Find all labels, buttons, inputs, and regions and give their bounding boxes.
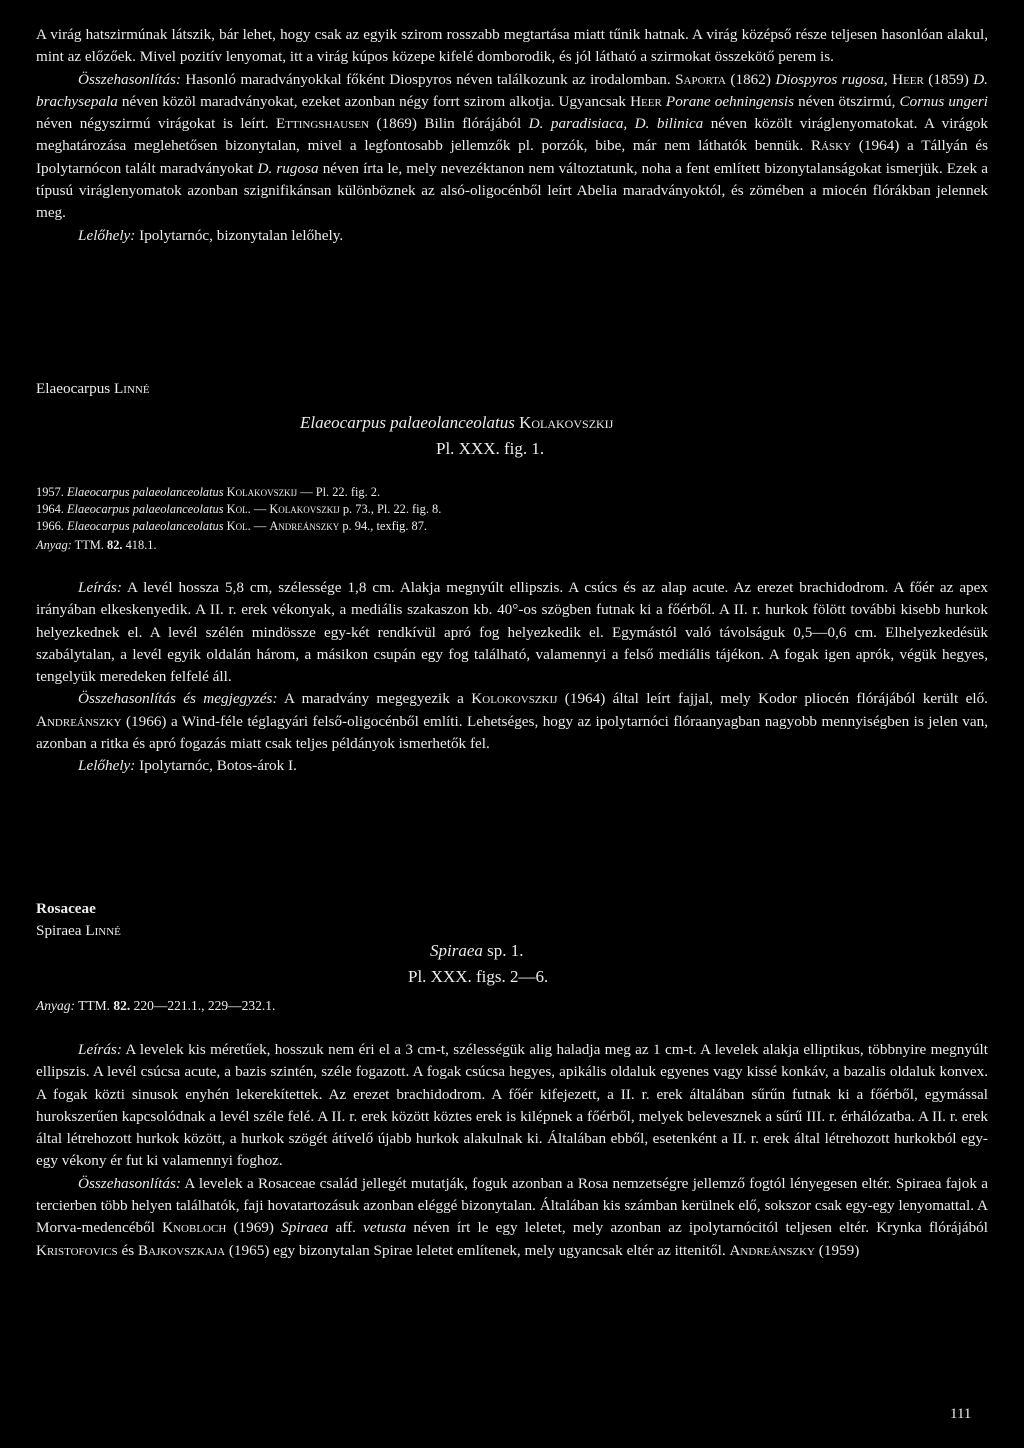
spiraea-description (36, 1039, 988, 1262)
paragraph: A virág hatszirmúnak látszik, bár lehet, hogy csak az egyik szirom rosszabb megtartása miatt tűnik hatnak. A virág középső része teljesen hasonlóan alakul, mint az előzőek. Mivel pozitív lenyomat, itt a virág kúpos közepe kifelé domborodik, és jól látható a szirmokat összekötő perem is. (36, 26, 988, 66)
synonymy-entry: 1957. Elaeocarpus palaeolanceolatus Kolakovszkij — Pl. 22. fig. 2. (36, 485, 381, 499)
plate-reference: Pl. XXX. figs. 2—6. (408, 967, 549, 986)
synonymy-entry: 1966. Elaeocarpus palaeolanceolatus Kol. — Andreánszky p. 94., texfig. 87. (36, 519, 428, 533)
synonymy-entry: 1964. Elaeocarpus palaeolanceolatus Kol. — Kolakovszkij p. 73., Pl. 22. fig. 8. (36, 502, 442, 516)
synonymy-list (36, 484, 988, 554)
species-heading-elaeocarpus: Elaeocarpus palaeolanceolatus Kolakovszkij Pl. XXX. fig. 1. (300, 410, 800, 462)
description-paragraph: Leírás: A levél hossza 5,8 cm, szélessége 1,8 cm. Alakja megnyúlt ellipszis. A csúcs és az alap acute. Az erezet brachidodrom. A főér az apex irányában elkeskenyedik. A II. r. erek vékonyak, a mediális szakaszon kb. 40°-os szögben futnak ki a főérből. A II. r. hurkok fölött további kisebb hurkok helyezkednek el. A levél szélén mindössze egy-két rendkívül apró fog helyezkedik el. Egymástól való távolságuk 0,5—0,6 cm. Elhelyezkedésük szabálytalan, a levél egyik oldalán három, a másikon csupán egy fog található, valamennyi a felső mediális tájékon. A fogak igen aprók, végük hegyes, tengelyük meredeken felfelé áll. (36, 579, 988, 686)
plate-reference: Pl. XXX. fig. 1. (436, 439, 545, 458)
comparison-paragraph: Összehasonlítás: Hasonló maradványokkal főként Diospyros néven találkozunk az irodalomban. Saporta (1862) Diospyros rugosa, Heer (1859) D. brachysepala néven közöl maradványokat, ezeket azonban négy forrt szirom alkotja. Ugyancsak Heer Porane oehningensis néven ötszirmú, Cornus ungeri néven négyszirmú virágokat is leírt. Ettingshausen (1869) Bilin flórájából D. paradisiaca, D. bilinica néven közölt viráglenyomatokat. A virágok meghatározása meglehetősen bizonytalan, mivel a legfontosabb jellemzők pl. porzók, bibe, már nem láthatók bennük. Rásky (1964) a Tállyán és Ipolytarnócon talált maradványokat D. rugosa néven írta le, mely nevezéktanon nem változtatunk, noha a fent említett bizonytalanságokat ismerjük. Ezek a típusú viráglenyomatok azonban szignifikánsan különböznek az alsó-oligocénből leírt Abelia maradványoktól, és zömében a miocén flórákban jelennek meg. (36, 70, 988, 222)
genus-heading-elaeocarpus: Elaeocarpus Linné (36, 380, 150, 397)
page-number: 111 (950, 1406, 972, 1422)
comparison-paragraph: Összehasonlítás: A levelek a Rosaceae család jellegét mutatják, foguk azonban a Rosa nemzetségre jellemző fogtól lényegesen eltér. Spiraea fajok a tercierben több helyen találhatók, faji hovatartozásuk azonban eléggé bizonytalan. Általában kis számban kerülnek elő, sokszor csak egy-egy lenyomattal. A Morva-medencéből Knobloch (1969) Spiraea aff. vetusta néven írt le egy leletet, mely azonban az ipolytarnócitól teljesen eltér. Krynka flórájából Kristofovics és Bajkovszkaja (1965) egy bizonytalan Spirae leletet említenek, mely ugyancsak eltér az ittenitől. Andreánszky (1959) (36, 1174, 988, 1259)
comparison-paragraph: Összehasonlítás és megjegyzés: A maradvány megegyezik a Kolokovszkij (1964) által leírt fajjal, mely Kodor pliocén flórájából került elő. Andreánszky (1966) a Wind-féle téglagyári felső-oligocénből említi. Lehetséges, hogy az ipolytarnóci flóraanyagban nagyobb mennyiségben is jelen van, azonban a ritka és apró fogazás miatt csak teljes példányok ismerhetők fel. (36, 690, 988, 753)
species-heading-spiraea: Spiraea sp. 1. Pl. XXX. figs. 2—6. (408, 938, 708, 990)
locality-paragraph: Lelőhely: Ipolytarnóc, bizonytalan lelőhely. (78, 226, 344, 244)
material-line: Anyag: TTM. 82. 418.1. (36, 538, 157, 552)
description-paragraph: Leírás: A levelek kis méretűek, hosszuk nem éri el a 3 cm-t, szélességük alig haladja meg az 1 cm-t. A levelek alakja elliptikus, többnyire megnyúlt ellipszis. A levél csúcsa acute, a bazis szintén, széle fogazott. A fogak csúcsa hegyes, apikális oldaluk egyenes vagy kissé konkáv, a bazalis oldaluk konvex. A fogak közti sinusok enyhén lekerekítettek. Az erezet brachidodrom. A főér kifejezett, a II. r. erek általában sűrűn futnak ki a főérből, egymással hurokszerűen kapcsolódnak a levél széle felé. A II. r. erek között köztes erek is kilépnek a főérből, melyek belevesznek a sűrű III. r. érhálózatba. A II. r. erek által létrehozott hurkok között, a hurkok szögét átívelő újabb hurkok alakulnak ki. Általában ebből, esetenként a II. r. erek által létrehozott hurkokból egy-egy vékony ér fut ki valamennyi foghoz. (36, 1041, 988, 1170)
locality-paragraph: Lelőhely: Ipolytarnóc, Botos-árok I. (78, 757, 297, 775)
family-heading-rosaceae: Rosaceae Spiraea Linné (36, 900, 121, 940)
elaeocarpus-description (36, 577, 988, 778)
material-line: Anyag: TTM. 82. 220—221.1., 229—232.1. (36, 998, 276, 1013)
top-section (36, 24, 988, 247)
